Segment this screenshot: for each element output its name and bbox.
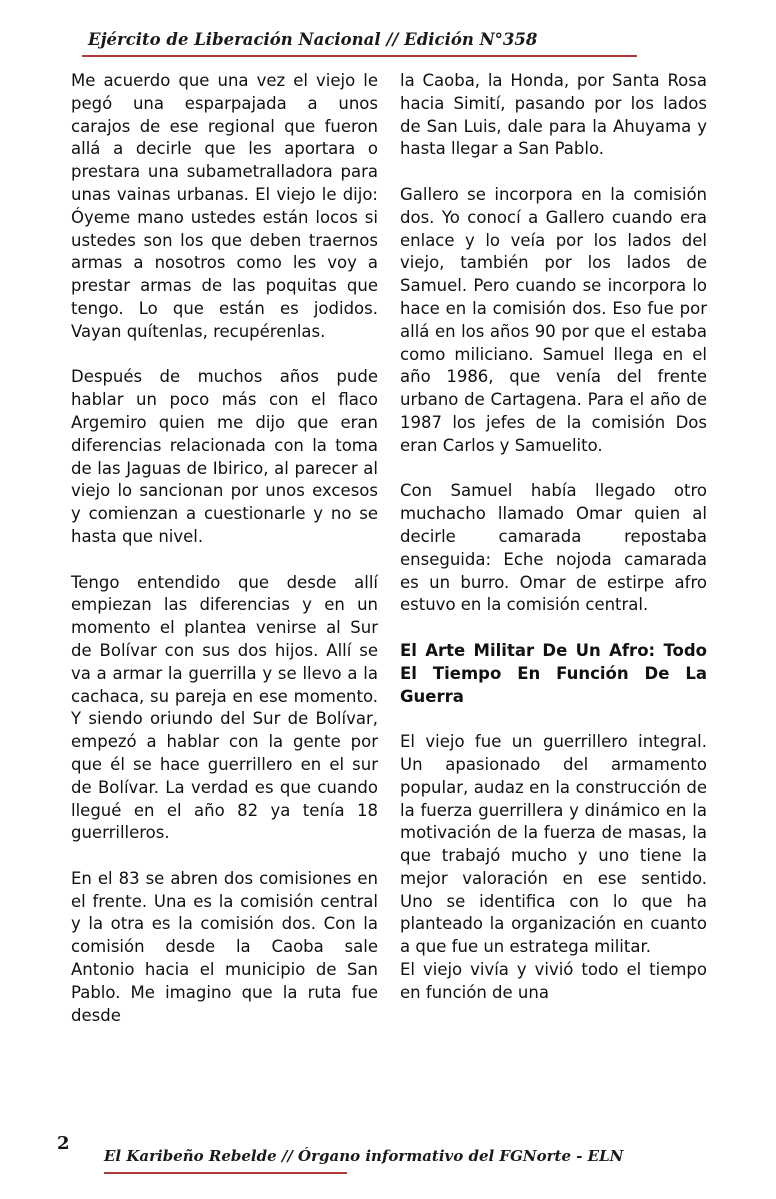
footer-rule bbox=[104, 1172, 347, 1174]
page-number: 2 bbox=[57, 1133, 70, 1154]
paragraph: Con Samuel había llegado otro muchacho llamado Omar quien al decirle camarada repostaba enseguida: Eche nojoda camarada es un burro. Omar de estirpe afro estuvo en la comisión central. bbox=[400, 481, 707, 615]
paragraph: Gallero se incorpora en la comisión dos. Yo conocí a Gallero cuando era enlace y lo veía por los lados del viejo, también por los lados de Samuel. Pero cuando se incorpora lo hace en la comisión dos. Eso fue por allá en los años 90 por que el estaba como miliciano. Samuel llega en el año 1986, que venía del frente urbano de Cartagena. Para el año de 1987 los jefes de la comisión Dos eran Carlos y Samuelito. bbox=[400, 184, 707, 455]
left-column bbox=[71, 70, 378, 1027]
paragraph: la Caoba, la Honda, por Santa Rosa hacia Simití, pasando por los lados de San Luis, dale para la Ahuyama y hasta llegar a San Pablo. bbox=[400, 71, 707, 159]
section-heading: El Arte Militar De Un Afro: Todo El Tiempo En Función De La Guerra bbox=[400, 640, 707, 706]
paragraph: El viejo fue un guerrillero integral. Un apasionado del armamento popular, audaz en la construcción de la fuerza guerrillera y dinámico en la motivación de la fuerza de masas, la que trabajó mucho y uno tiene la mejor valoración en ese sentido. Uno se identifica con lo que ha planteado la organización en cuanto a que fue un estratega militar. bbox=[400, 732, 707, 957]
footer-text: El Karibeño Rebelde // Órgano informativo del FGNorte - ELN bbox=[104, 1147, 624, 1165]
paragraph: Me acuerdo que una vez el viejo le pegó una esparpajada a unos carajos de ese regional que fueron allá a decirle que les aportara o prestara una subametralladora para unas vainas urbanas. El viejo le dijo: Óyeme mano ustedes están locos si ustedes son los que deben traernos armas a nosotros como les voy a prestar armas de las poquitas que tengo. Lo que están es jodidos. Vayan quítenlas, recupérenlas. bbox=[71, 71, 378, 341]
paragraph: En el 83 se abren dos comisiones en el frente. Una es la comisión central y la otra es la comisión dos. Con la comisión desde la Caoba sale Antonio hacia el municipio de San Pablo. Me imagino que la ruta fue desde bbox=[71, 868, 378, 1025]
paragraph: Después de muchos años pude hablar un poco más con el flaco Argemiro quien me dijo que eran diferencias relacionada con la toma de las Jaguas de Ibirico, al parecer al viejo lo sancionan por unos excesos y comienzan a cuestionarle y no se hasta que nivel. bbox=[71, 367, 378, 546]
right-column bbox=[400, 70, 707, 1005]
header-title: Ejército de Liberación Nacional // Edición N°358 bbox=[88, 30, 538, 49]
paragraph: Tengo entendido que desde allí empiezan las diferencias y en un momento el plantea venirse al Sur de Bolívar con sus dos hijos. Allí se va a armar la guerrilla y se llevo a la cachaca, su pareja en ese momento. Y siendo oriundo del Sur de Bolívar, empezó a hablar con la gente por que él se hace guerrillero en el sur de Bolívar. La verdad es que cuando llegué en el año 82 ya tenía 18 guerrilleros. bbox=[71, 572, 378, 843]
paragraph: El viejo vivía y vivió todo el tiempo en función de una bbox=[400, 960, 707, 1002]
header-rule bbox=[82, 55, 637, 57]
